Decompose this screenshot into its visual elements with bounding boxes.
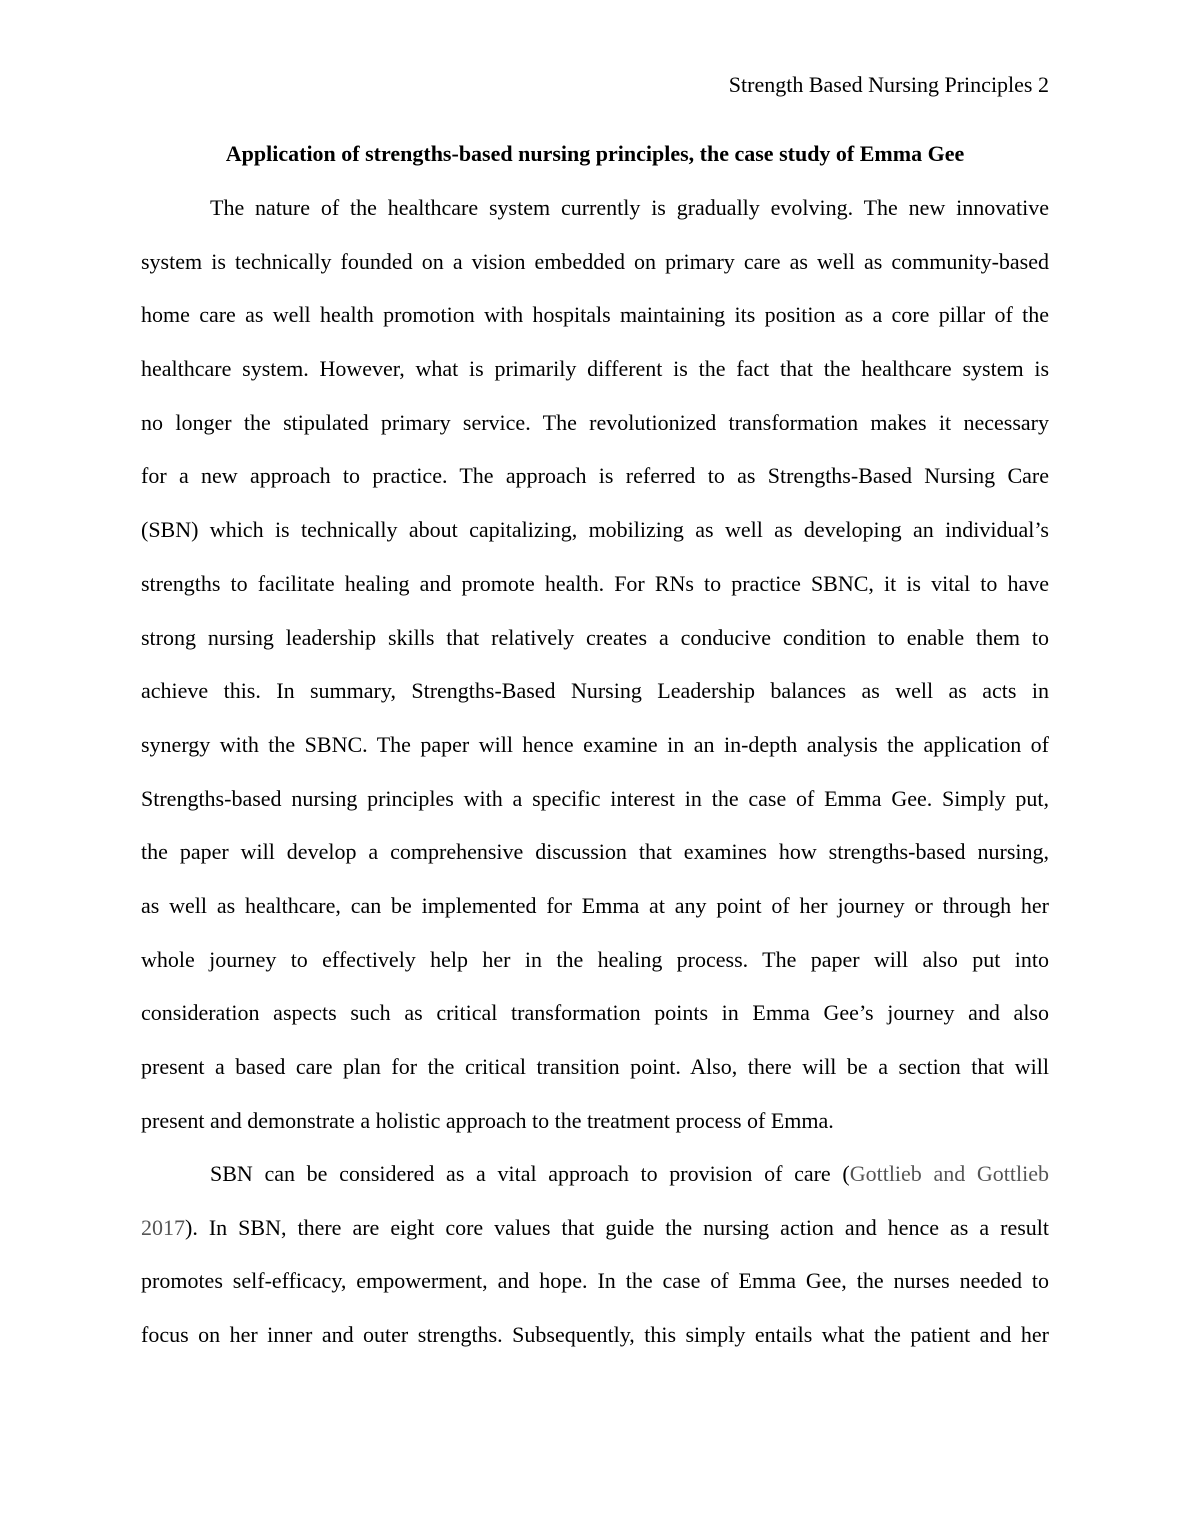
- paragraph-line: [141, 1147, 1049, 1201]
- paragraph-line: [141, 1201, 1049, 1255]
- paragraph-text: ). In SBN, there are eight core values that guide the nursing action and hence as a result: [185, 1214, 1049, 1240]
- running-head: Strength Based Nursing Principles 2: [728, 72, 1049, 97]
- paragraph-line: system is technically founded on a vision embedded on primary care as well as community-based: [141, 248, 1049, 274]
- paragraph-line: the paper will develop a comprehensive discussion that examines how strengths-based nursing,: [141, 839, 1049, 865]
- paragraph-line: synergy with the SBNC. The paper will hence examine in an in-depth analysis the application of: [141, 731, 1049, 757]
- paragraph-line: focus on her inner and outer strengths. Subsequently, this simply entails what the patient and her: [141, 1322, 1049, 1348]
- paragraph-line: achieve this. In summary, Strengths-Based Nursing Leadership balances as well as acts in: [141, 678, 1049, 704]
- citation-year: 2017: [141, 1214, 185, 1240]
- paragraph-1: [141, 181, 1049, 1147]
- paragraph-line: consideration aspects such as critical transformation points in Emma Gee’s journey and also: [141, 1000, 1049, 1026]
- paragraph-2: [141, 1147, 1049, 1362]
- paragraph-line: present a based care plan for the critical transition point. Also, there will be a section that will: [141, 1054, 1049, 1079]
- paragraph-line: for a new approach to practice. The approach is referred to as Strengths-Based Nursing Care: [141, 463, 1049, 489]
- paragraph-line: The nature of the healthcare system currently is gradually evolving. The new innovative: [210, 195, 1049, 220]
- document-title: Application of strengths-based nursing principles, the case study of Emma Gee: [225, 141, 965, 166]
- paragraph-line: strengths to facilitate healing and promote health. For RNs to practice SBNC, it is vital to have: [141, 570, 1049, 596]
- paragraph-text: SBN can be considered as a vital approach to provision of care (: [210, 1161, 850, 1186]
- paragraph-line: Strengths-based nursing principles with a specific interest in the case of Emma Gee. Simply put,: [141, 785, 1049, 811]
- paragraph-line: present and demonstrate a holistic approach to the treatment process of Emma.: [141, 1107, 834, 1133]
- paragraph-line: no longer the stipulated primary service. The revolutionized transformation makes it necessary: [141, 409, 1049, 435]
- paragraph-line: strong nursing leadership skills that relatively creates a conducive condition to enable them to: [141, 624, 1049, 650]
- paragraph-line: as well as healthcare, can be implemented for Emma at any point of her journey or through her: [141, 892, 1049, 918]
- paragraph-line: whole journey to effectively help her in the healing process. The paper will also put into: [141, 946, 1049, 972]
- paragraph-line: healthcare system. However, what is primarily different is the fact that the healthcare system is: [141, 356, 1049, 382]
- paragraph-line: promotes self-efficacy, empowerment, and hope. In the case of Emma Gee, the nurses needed to: [141, 1268, 1049, 1294]
- citation: Gottlieb and Gottlieb: [849, 1161, 1050, 1186]
- paragraph-line: home care as well health promotion with hospitals maintaining its position as a core pillar of the: [141, 302, 1049, 328]
- paragraph-line: (SBN) which is technically about capitalizing, mobilizing as well as developing an individual’s: [141, 517, 1049, 543]
